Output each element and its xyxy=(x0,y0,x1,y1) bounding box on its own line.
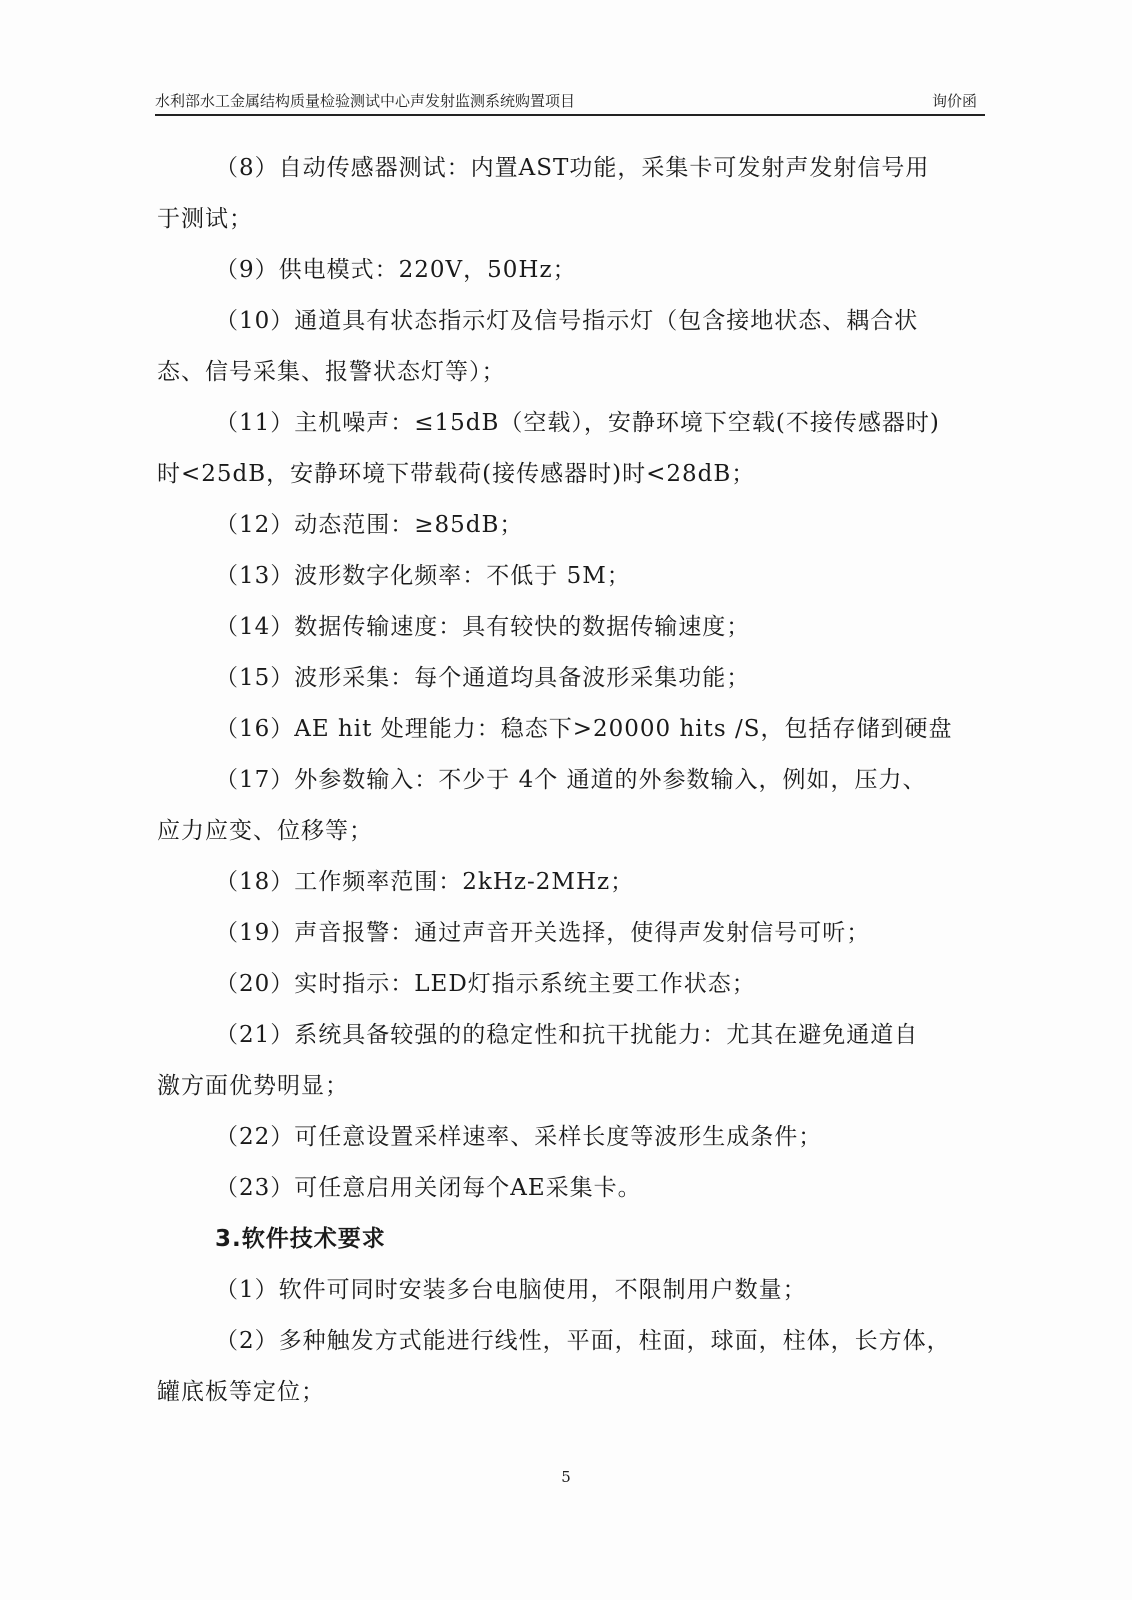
text-line: 态、信号采集、报警状态灯等）； xyxy=(157,359,506,385)
text-line: （19）声音报警：通过声音开关选择，使得声发射信号可听； xyxy=(215,920,871,946)
text-line: （12）动态范围：≥85dB； xyxy=(215,512,524,538)
text-line: （1）软件可同时安装多台电脑使用，不限制用户数量； xyxy=(215,1277,807,1303)
header-doc-type: 询价函 xyxy=(931,92,977,110)
text-line: 时<25dB，安静环境下带载荷(接传感器时)时<28dB； xyxy=(157,461,756,487)
text-line: （22）可任意设置采样速率、采样长度等波形生成条件； xyxy=(215,1124,823,1150)
text-line: （18）工作频率范围：2kHz-2MHz； xyxy=(215,869,635,895)
text-line: （14）数据传输速度：具有较快的数据传输速度； xyxy=(215,614,751,640)
section-heading: 3.软件技术要求 xyxy=(215,1226,386,1252)
text-line: （23）可任意启用关闭每个AE采集卡。 xyxy=(215,1175,642,1201)
text-line: （10）通道具有状态指示灯及信号指示灯（包含接地状态、耦合状 xyxy=(215,308,919,334)
text-line: 激方面优势明显； xyxy=(157,1073,349,1099)
text-line: （20）实时指示：LED灯指示系统主要工作状态； xyxy=(215,971,756,997)
text-line: （15）波形采集：每个通道均具备波形采集功能； xyxy=(215,665,751,691)
text-line: （11）主机噪声：≤15dB（空载），安静环境下空载(不接传感器时) xyxy=(215,410,940,436)
text-line: （2）多种触发方式能进行线性，平面，柱面，球面，柱体，长方体， xyxy=(215,1328,951,1354)
text-line: （9）供电模式：220V，50Hz； xyxy=(215,257,577,283)
page-number: 5 xyxy=(561,1468,571,1486)
text-line: （21）系统具备较强的的稳定性和抗干扰能力：尤其在避免通道自 xyxy=(215,1022,919,1048)
text-line: （13）波形数字化频率：不低于 5M； xyxy=(215,563,631,589)
text-line: 于测试； xyxy=(157,206,253,232)
page-header xyxy=(155,88,985,116)
text-line: （17）外参数输入：不少于 4个 通道的外参数输入，例如，压力、 xyxy=(215,767,927,793)
text-line: 罐底板等定位； xyxy=(157,1379,325,1405)
text-line: （8）自动传感器测试：内置AST功能，采集卡可发射声发射信号用 xyxy=(215,155,930,181)
header-project-title: 水利部水工金属结构质量检验测试中心声发射监测系统购置项目 xyxy=(155,92,576,110)
text-line: 应力应变、位移等； xyxy=(157,818,373,844)
text-line: （16）AE hit 处理能力：稳态下>20000 hits /S，包括存储到硬盘 xyxy=(215,716,953,742)
